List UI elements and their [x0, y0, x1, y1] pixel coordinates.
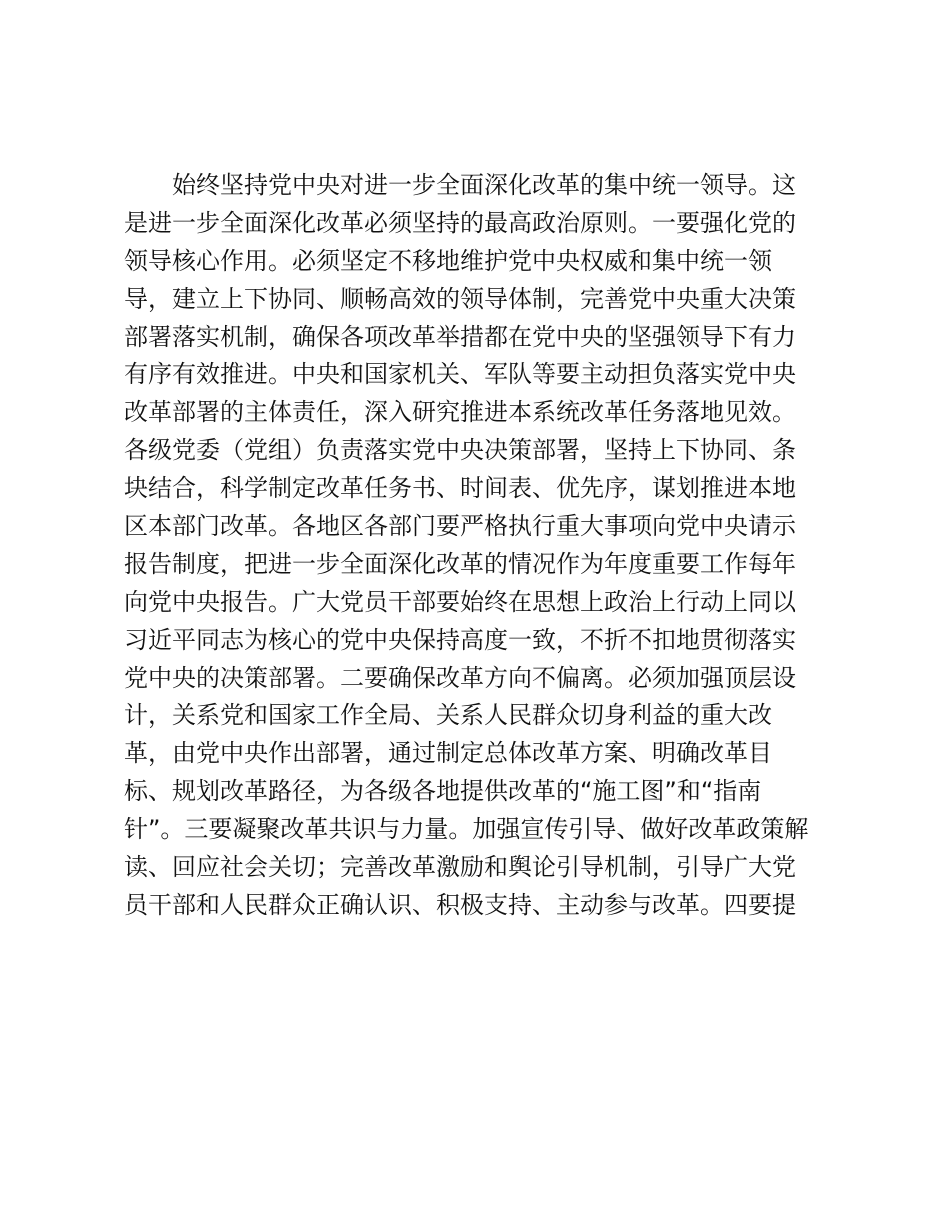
text-line: 区本部门改革。各地区各部门要严格执行重大事项向党中央请示 [124, 512, 796, 541]
text-line: 领导核心作用。必须坚定不移地维护党中央权威和集中统一领 [124, 246, 772, 275]
text-line: 导，建立上下协同、顺畅高效的领导体制，完善党中央重大决策 [124, 284, 796, 313]
text-line: 向党中央报告。广大党员干部要始终在思想上政治上行动上同以 [124, 587, 796, 616]
text-line: 是进一步全面深化改革必须坚持的最高政治原则。一要强化党的 [124, 208, 796, 237]
text-line: 计，关系党和国家工作全局、关系人民群众切身利益的重大改 [124, 701, 772, 730]
text-line: 报告制度，把进一步全面深化改革的情况作为年度重要工作每年 [124, 549, 796, 578]
text-line: 习近平同志为核心的党中央保持高度一致，不折不扣地贯彻落实 [124, 625, 796, 654]
text-line: 读、回应社会关切；完善改革激励和舆论引导机制，引导广大党 [124, 853, 796, 882]
text-line: 块结合，科学制定改革任务书、时间表、优先序，谋划推进本地 [124, 474, 796, 503]
text-line: 党中央的决策部署。二要确保改革方向不偏离。必须加强顶层设 [124, 663, 796, 692]
text-line: 改革部署的主体责任，深入研究推进本系统改革任务落地见效。 [124, 398, 796, 427]
text-line: 标、规划改革路径，为各级各地提供改革的“施工图”和“指南 [124, 777, 762, 806]
text-line: 有序有效推进。中央和国家机关、军队等要主动担负落实党中央 [124, 360, 796, 389]
body-paragraph [124, 167, 844, 925]
text-line: 员干部和人民群众正确认识、积极支持、主动参与改革。四要提 [124, 890, 796, 919]
text-line: 始终坚持党中央对进一步全面深化改革的集中统一领导。这 [172, 171, 796, 199]
text-line: 针”。三要凝聚改革共识与力量。加强宣传引导、做好改革政策解 [124, 815, 809, 844]
text-line: 革，由党中央作出部署，通过制定总体改革方案、明确改革目 [124, 739, 772, 768]
text-line: 各级党委（党组）负责落实党中央决策部署，坚持上下协同、条 [124, 436, 796, 465]
text-line: 部署落实机制，确保各项改革举措都在党中央的坚强领导下有力 [124, 322, 796, 351]
